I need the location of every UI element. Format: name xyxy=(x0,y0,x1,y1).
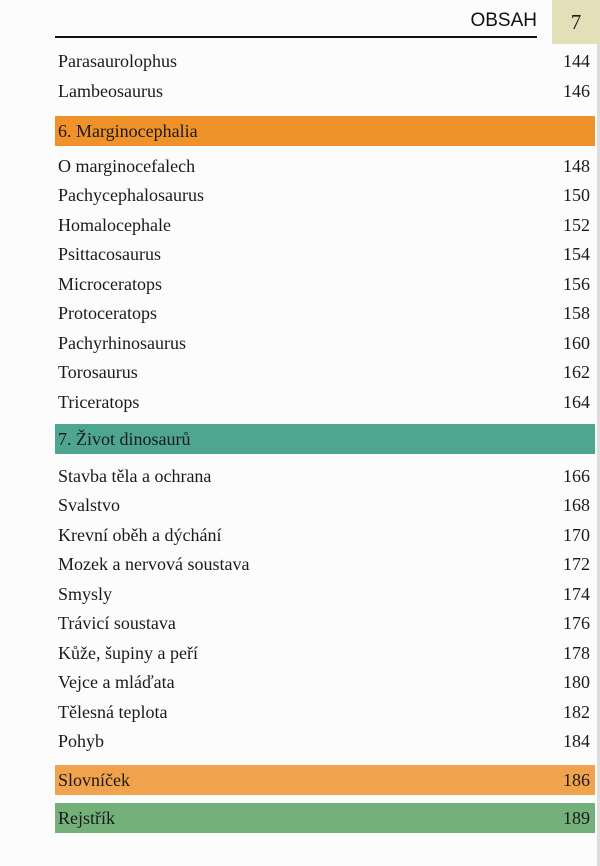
toc-entry-title: Stavba těla a ochrana xyxy=(58,465,212,486)
toc-entry-page: 189 xyxy=(563,807,590,828)
toc-entry-page: 176 xyxy=(563,613,590,634)
toc-entry[interactable] xyxy=(55,211,595,241)
toc-entry[interactable] xyxy=(55,388,595,418)
toc-entry-title: Tělesná teplota xyxy=(58,701,168,722)
toc-entry-title: Pachycephalosaurus xyxy=(58,185,204,206)
header-rule xyxy=(55,36,537,38)
toc-entry-page: 156 xyxy=(563,273,590,294)
toc-entry-page: 152 xyxy=(563,214,590,235)
toc-entry-title: Microceratops xyxy=(58,273,162,294)
toc-entry[interactable] xyxy=(55,358,595,388)
toc-entry[interactable] xyxy=(55,727,595,757)
toc-entry-page: 180 xyxy=(563,672,590,693)
toc-entry-page: 164 xyxy=(563,391,590,412)
toc-entry-page: 184 xyxy=(563,731,590,752)
toc-entry-title: Pohyb xyxy=(58,731,105,752)
toc-section-header[interactable] xyxy=(55,424,595,454)
toc-entry-title: Trávicí soustava xyxy=(58,613,176,634)
toc-entry[interactable] xyxy=(55,152,595,182)
toc-entry-title: Protoceratops xyxy=(58,303,157,324)
toc-entry-page: 160 xyxy=(563,332,590,353)
toc-entry-page: 144 xyxy=(563,51,590,72)
section-title: OBSAH xyxy=(470,10,537,31)
toc-entry[interactable] xyxy=(55,462,595,492)
toc-entry[interactable] xyxy=(55,668,595,698)
toc-entry[interactable] xyxy=(55,609,595,639)
table-of-contents xyxy=(55,47,595,833)
toc-entry-title: Svalstvo xyxy=(58,495,121,516)
toc-entry[interactable] xyxy=(55,550,595,580)
toc-entry[interactable] xyxy=(55,698,595,728)
toc-entry-page: 168 xyxy=(563,495,590,516)
toc-entry-page: 162 xyxy=(563,362,590,383)
toc-section-header[interactable] xyxy=(55,765,595,795)
toc-entry-page: 172 xyxy=(563,554,590,575)
toc-entry[interactable] xyxy=(55,329,595,359)
toc-entry[interactable] xyxy=(55,47,595,77)
toc-entry-title: Homalocephale xyxy=(58,214,171,235)
toc-entry-page: 166 xyxy=(563,465,590,486)
toc-entry[interactable] xyxy=(55,521,595,551)
toc-section-header[interactable] xyxy=(55,803,595,833)
toc-entry-page: 182 xyxy=(563,701,590,722)
toc-entry-title: O marginocefalech xyxy=(58,155,196,176)
toc-entry-title: Psittacosaurus xyxy=(58,244,161,265)
toc-entry-title: 7. Život dinosaurů xyxy=(58,428,191,449)
toc-entry-page: 186 xyxy=(563,769,590,790)
toc-entry-page: 148 xyxy=(563,155,590,176)
toc-entry[interactable] xyxy=(55,639,595,669)
toc-entry[interactable] xyxy=(55,240,595,270)
toc-entry-title: Slovníček xyxy=(58,769,130,790)
toc-entry-title: Mozek a nervová soustava xyxy=(58,554,250,575)
toc-entry-page: 154 xyxy=(563,244,590,265)
toc-entry-page: 174 xyxy=(563,583,590,604)
toc-entry-title: Pachyrhinosaurus xyxy=(58,332,186,353)
toc-entry[interactable] xyxy=(55,491,595,521)
toc-entry-page: 178 xyxy=(563,642,590,663)
toc-entry-title: 6. Marginocephalia xyxy=(58,120,198,141)
toc-entry-title: Torosaurus xyxy=(58,362,138,383)
toc-entry[interactable] xyxy=(55,181,595,211)
toc-entry[interactable] xyxy=(55,580,595,610)
toc-entry-title: Parasaurolophus xyxy=(58,51,177,72)
toc-entry-title: Rejstřík xyxy=(58,807,115,828)
toc-entry-title: Vejce a mláďata xyxy=(58,672,175,693)
toc-entry-title: Smysly xyxy=(58,583,113,604)
toc-entry-title: Triceratops xyxy=(58,391,140,412)
toc-entry-page: 150 xyxy=(563,185,590,206)
toc-entry[interactable] xyxy=(55,270,595,300)
toc-entry-title: Kůže, šupiny a peří xyxy=(58,642,198,663)
toc-entry-page: 158 xyxy=(563,303,590,324)
toc-entry-page: 170 xyxy=(563,524,590,545)
toc-entry[interactable] xyxy=(55,77,595,107)
toc-entry-page: 146 xyxy=(563,80,590,101)
toc-entry-title: Krevní oběh a dýchání xyxy=(58,524,222,545)
toc-entry-title: Lambeosaurus xyxy=(58,80,163,101)
page-number: 7 xyxy=(552,0,600,44)
toc-entry[interactable] xyxy=(55,299,595,329)
toc-section-header[interactable] xyxy=(55,116,595,146)
